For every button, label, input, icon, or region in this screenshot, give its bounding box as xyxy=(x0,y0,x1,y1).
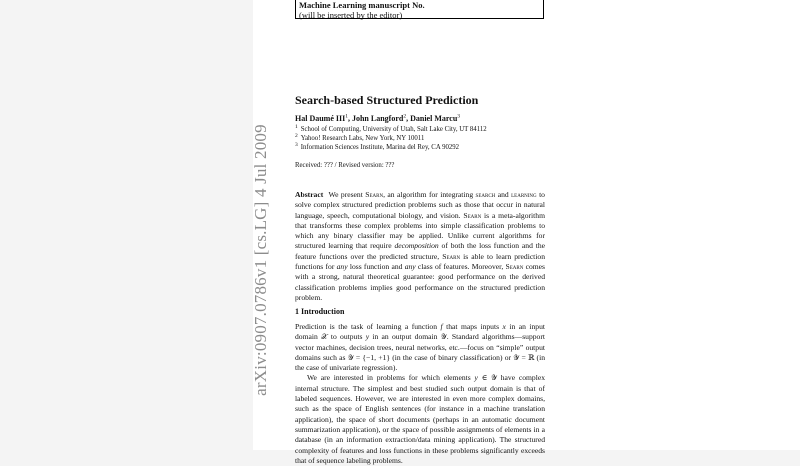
author-separator: , xyxy=(347,114,352,123)
abstract-text: , an algorithm for integrating xyxy=(383,190,476,199)
abstract-text: loss function and xyxy=(347,262,405,272)
affiliation-mark: 3 xyxy=(295,141,298,148)
affiliation-mark: 3 xyxy=(457,113,461,120)
text-run: We are interested in problems for which elements xyxy=(307,373,475,383)
affiliation-text: Yahoo! Research Labs, New York, NY 10011 xyxy=(300,135,425,142)
text-run: ∈ xyxy=(477,373,492,383)
affiliation-mark: 1 xyxy=(345,113,348,120)
abstract-text: comes with a strong, natural theoretical guarantee: good performance on the derived classification problems implies good performance on the structured prediction problem. xyxy=(295,262,545,302)
abstract-text: is a meta-algorithm that transforms these complex problems into simple classification problems to which any binary classifier may be applied. Unlike current algorithms for structured learning that require xyxy=(295,210,545,251)
affiliation-mark: 2 xyxy=(295,132,298,139)
math-symbol: 𝒳 xyxy=(321,332,328,342)
affiliation-line xyxy=(295,123,487,135)
algorithm-name: Searn xyxy=(463,210,482,220)
section-heading: 1 Introduction xyxy=(295,307,345,316)
affiliation-text: Information Sciences Institute, Marina del Rey, CA 90292 xyxy=(300,144,460,151)
author-list xyxy=(295,114,460,123)
math-symbol: 𝒴 xyxy=(491,373,497,383)
arxiv-identifier-stamp: arXiv:0907.0786v1 [cs.LG] 4 Jul 2009 xyxy=(251,124,270,396)
abstract-emphasis: any xyxy=(336,262,348,272)
abstract-emphasis: decomposition xyxy=(394,241,439,251)
left-margin xyxy=(0,0,253,450)
text-run: = ℝ (in the case of univariate regression). xyxy=(295,352,545,373)
text-run: . Standard algorithms—support vector machines, decision trees, neural networks, etc.—focus on “simple” output domains such as xyxy=(295,332,545,362)
abstract-term: learning xyxy=(511,190,537,199)
algorithm-name: Searn xyxy=(505,262,524,272)
affiliation-text: School of Computing, University of Utah, Salt Lake City, UT 84112 xyxy=(300,126,487,133)
affiliation-line xyxy=(295,132,425,144)
received-date: Received: ??? / Revised version: ??? xyxy=(295,162,395,169)
author-separator: , xyxy=(406,114,411,123)
math-symbol: 𝒴 xyxy=(513,352,520,362)
text-run: that maps inputs xyxy=(442,322,503,331)
affiliation-line xyxy=(295,141,460,153)
manuscript-number-label: Machine Learning manuscript No. xyxy=(299,0,425,10)
math-symbol: 𝒴 xyxy=(347,352,354,362)
abstract-label: Abstract xyxy=(295,190,324,199)
math-symbol: 𝒴 xyxy=(440,332,447,342)
introduction-body xyxy=(295,322,545,466)
author-name: Hal Daumé III xyxy=(295,114,346,123)
author-name: Daniel Marcu xyxy=(410,114,458,123)
journal-header-box xyxy=(295,0,544,19)
editor-note: (will be inserted by the editor) xyxy=(299,9,403,20)
text-run: in an output domain xyxy=(369,332,441,342)
text-run: in an input domain xyxy=(295,322,545,342)
paragraph xyxy=(295,373,545,466)
abstract-text: class of features. Moreover, xyxy=(415,262,506,272)
abstract-emphasis: any xyxy=(404,262,416,272)
paper-title: Search-based Structured Prediction xyxy=(295,93,479,107)
author-name: John Langford xyxy=(351,114,404,123)
abstract xyxy=(295,190,545,303)
text-run: have complex internal structure. The simplest and best studied such output domain is that of labeled sequences. However, we are interested in even more complex domains, such as the space of English sentences (for instance in a machine translation application), the space of short documents (perhaps in an automatic document summarization application), or the space of possible assignments of elements in a database (in an information extraction/data mining application). The structured complexity of features and loss functions in these problems significantly exceeds that of sequence labeling problems. xyxy=(295,373,546,465)
abstract-term: search xyxy=(475,190,496,199)
abstract-text: to solve complex structured prediction problems such as those that occur in natural language, speech, computational biology, and vision. xyxy=(295,190,545,220)
math-symbol: y xyxy=(365,332,370,342)
algorithm-name: Searn xyxy=(365,190,384,199)
abstract-text: is able to learn prediction functions for xyxy=(295,251,545,272)
math-symbol: f xyxy=(440,322,443,331)
affiliation-mark: 2 xyxy=(403,113,407,120)
affiliation-mark: 1 xyxy=(295,123,298,130)
abstract-text: and xyxy=(495,190,512,199)
text-run: = {−1, +1} (in the case of binary classification) or xyxy=(353,352,514,362)
abstract-text: of both the loss function and the feature functions over the predicted structure, xyxy=(295,241,545,261)
abstract-text: We present xyxy=(326,190,366,199)
text-run: to outputs xyxy=(327,332,366,342)
algorithm-name: Searn xyxy=(442,251,461,261)
math-symbol: y xyxy=(474,373,478,383)
paragraph xyxy=(295,322,545,373)
text-run: Prediction is the task of learning a function xyxy=(295,322,441,331)
math-symbol: x xyxy=(502,322,506,331)
